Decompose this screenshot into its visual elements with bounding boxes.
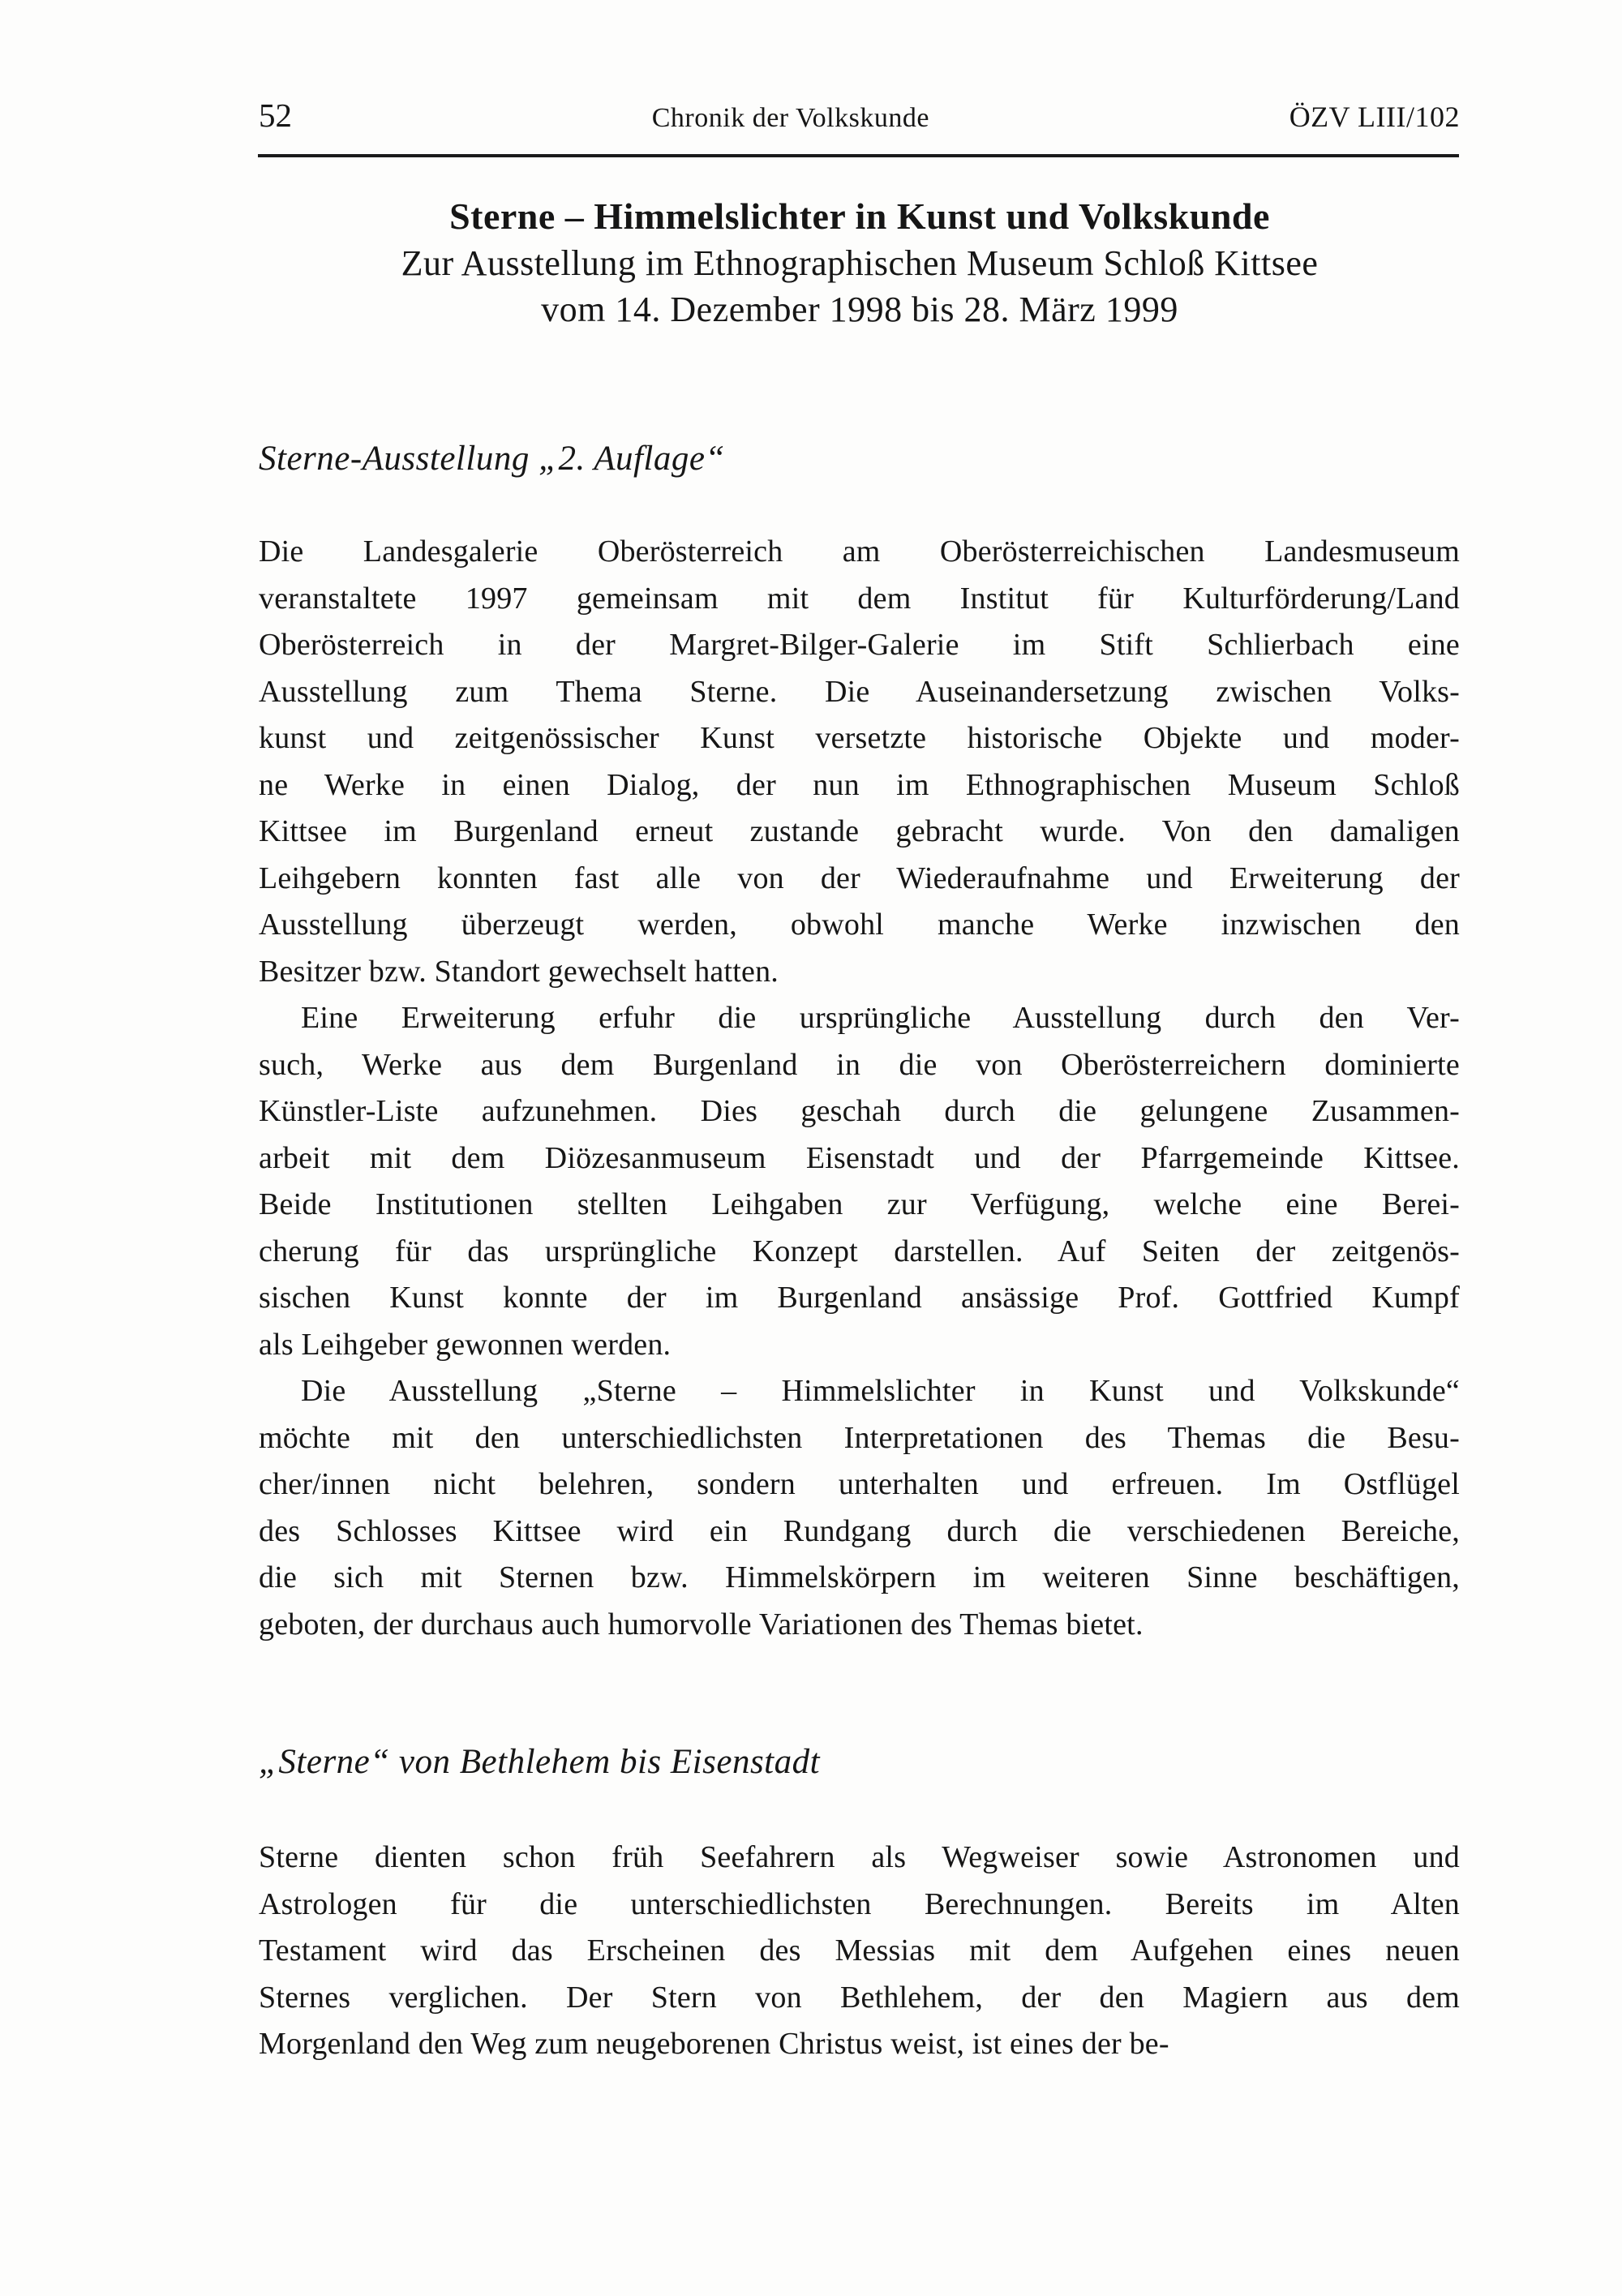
body-text-line: Die Ausstellung „Sterne – Himmelslichter in Kunst und Volkskunde“ [301, 1374, 1460, 1408]
body-text-line: die sich mit Sternen bzw. Himmelskörpern im weiteren Sinne beschäftigen, [259, 1560, 1460, 1594]
body-text-line: cherung für das ursprüngliche Konzept darstellen. Auf Seiten der zeitgenös- [259, 1234, 1460, 1268]
article-subtitle: Zur Ausstellung im Ethnographischen Museum Schloß Kittsee [401, 243, 1319, 283]
section-body-auflage [259, 529, 1460, 1648]
body-text-line: Sterne dienten schon früh Seefahrern als Wegweiser sowie Astronomen und [259, 1840, 1460, 1874]
body-text-line: Astrologen für die unterschiedlichsten Berechnungen. Bereits im Alten [259, 1886, 1460, 1921]
body-text-line: Ausstellung überzeugt werden, obwohl manche Werke inzwischen den [259, 908, 1460, 942]
body-text-line: ne Werke in einen Dialog, der nun im Ethnographischen Museum Schloß [259, 767, 1460, 802]
body-text-line: Kittsee im Burgenland erneut zustande gebracht wurde. Von den damaligen [259, 814, 1460, 848]
body-text-line: Leihgebern konnten fast alle von der Wiederaufnahme und Erweiterung der [259, 860, 1460, 895]
body-text-line: such, Werke aus dem Burgenland in die von Oberösterreichern dominierte [259, 1047, 1460, 1082]
exhibition-date-line: vom 14. Dezember 1998 bis 28. März 1999 [541, 290, 1178, 329]
header-divider-rule [258, 154, 1459, 157]
journal-volume-reference: ÖZV LIII/102 [1289, 101, 1460, 133]
body-text-line: geboten, der durchaus auch humorvolle Variationen des Themas bietet. [259, 1607, 1144, 1642]
body-text-line: Beide Institutionen stellten Leihgaben zur Verfügung, welche eine Berei- [259, 1187, 1460, 1221]
body-text-line: Testament wird das Erscheinen des Messias mit dem Aufgehen eines neuen [259, 1933, 1460, 1968]
body-text-line: kunst und zeitgenössischer Kunst versetzte historische Objekte und moder- [259, 721, 1460, 755]
body-text-line: Eine Erweiterung erfuhr die ursprüngliche Ausstellung durch den Ver- [301, 1001, 1460, 1035]
body-text-line: Oberösterreich in der Margret-Bilger-Galerie im Stift Schlierbach eine [259, 628, 1460, 662]
body-text-line: sischen Kunst konnte der im Burgenland ansässige Prof. Gottfried Kumpf [259, 1281, 1460, 1315]
page-number: 52 [259, 97, 292, 134]
body-text-line: möchte mit den unterschiedlichsten Interpretationen des Themas die Besu- [259, 1420, 1460, 1455]
body-text-line: cher/innen nicht belehren, sondern unterhalten und erfreuen. Im Ostflügel [259, 1467, 1460, 1501]
section-body-bethlehem [259, 1835, 1460, 2068]
body-text-line: des Schlosses Kittsee wird ein Rundgang durch die verschiedenen Bereiche, [259, 1513, 1460, 1548]
running-header [259, 96, 1460, 135]
body-text-line: Besitzer bzw. Standort gewechselt hatten. [259, 954, 779, 989]
body-text-line: Künstler-Liste aufzunehmen. Dies geschah durch die gelungene Zusammen- [259, 1094, 1460, 1128]
body-text-line: Die Landesgalerie Oberösterreich am Oberösterreichischen Landesmuseum [259, 534, 1460, 569]
body-text-line: Ausstellung zum Thema Sterne. Die Auseinandersetzung zwischen Volks- [259, 674, 1460, 709]
article-title-block [211, 193, 1508, 333]
body-text-line: veranstaltete 1997 gemeinsam mit dem Institut für Kulturförderung/Land [259, 581, 1460, 616]
body-text-line: Sternes verglichen. Der Stern von Bethlehem, der den Magiern aus dem [259, 1980, 1460, 2015]
body-text-line: arbeit mit dem Diözesanmuseum Eisenstadt und der Pfarrgemeinde Kittsee. [259, 1140, 1460, 1175]
article-title: Sterne – Himmelslichter in Kunst und Volkskunde [449, 195, 1270, 237]
body-text-line: als Leihgeber gewonnen werden. [259, 1327, 672, 1362]
running-title: Chronik der Volkskunde [651, 103, 929, 133]
section-heading-bethlehem: „Sterne“ von Bethlehem bis Eisenstadt [259, 1743, 821, 1781]
body-text-line: Morgenland den Weg zum neugeborenen Christus weist, ist eines der be- [259, 2027, 1169, 2061]
section-heading-auflage: Sterne-Ausstellung „2. Auflage“ [259, 440, 725, 478]
